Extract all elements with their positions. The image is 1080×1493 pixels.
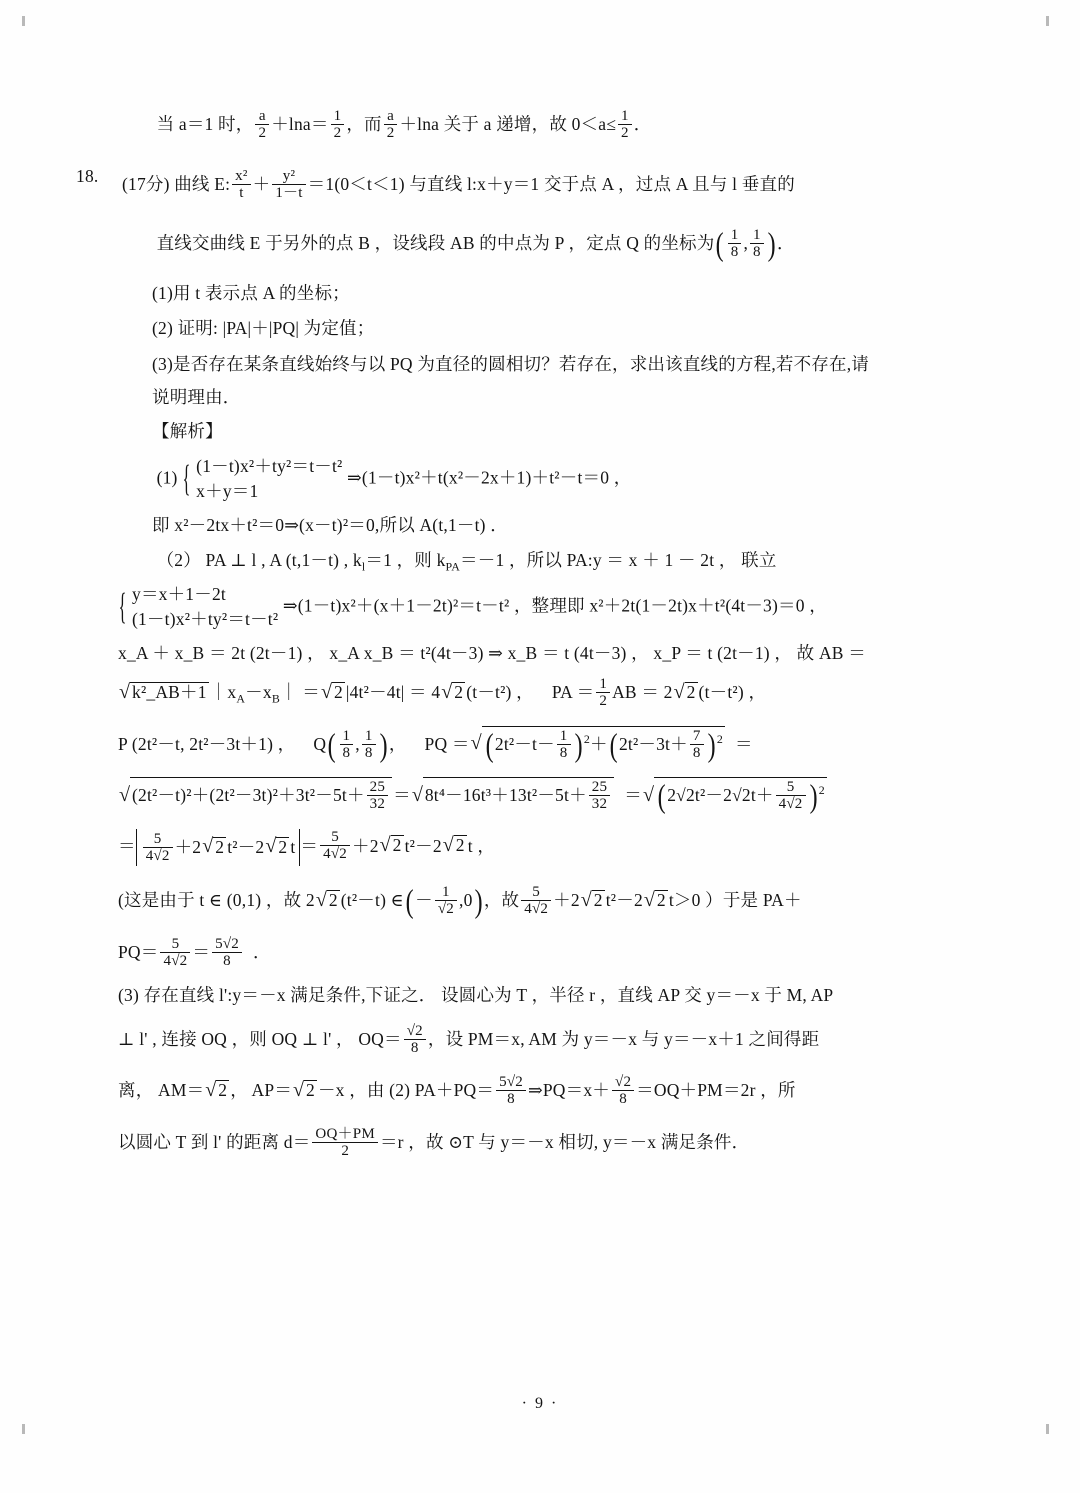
paren-open-3: ( (485, 726, 494, 764)
solution-2-text-4a: ｜x (209, 682, 237, 703)
carryover-text-1: 当 a＝1 时， (156, 114, 254, 135)
paren-close-3: ) (574, 726, 583, 764)
carryover-text-5: ． (633, 114, 652, 135)
sub-question-2-text: (2) 证明: |PA|＋|PQ| 为定值； (152, 318, 375, 338)
solution-2-text-8f: t²－2 (605, 890, 643, 911)
fraction-one-half-3: $\frac{1}{2}$ (596, 676, 610, 710)
exponent-2-a: 2 (583, 731, 590, 746)
fraction-25-over-32-b: $\frac{25}{32}$ (589, 779, 610, 813)
solution-2-text-9a: PQ＝ (118, 941, 159, 962)
question-18-sub-2 (118, 320, 966, 338)
fraction-one-eighth-5: $\frac{1}{8}$ (557, 728, 571, 762)
solution-2-text-8a: (这是由于 t ∈ (0,1) ，故 2 (118, 890, 315, 911)
solution-2-text-7d: t ， (467, 835, 496, 856)
carryover-text-3: ，而 (346, 114, 382, 135)
subscript-PA: PA (445, 559, 461, 574)
solution-3-text-2a: ⊥ l' , 连接 OQ ，则 OQ ⊥ l' ， OQ＝ (118, 1028, 402, 1049)
absolute-value-group: $\frac{5}{4√2}$ ＋2 √ 2 t²－2 √ 2 t (136, 829, 301, 867)
solution-2-line-7 (118, 829, 966, 867)
exponent-2-c: 2 (818, 783, 825, 798)
paren-open-4: ( (609, 726, 618, 764)
solution-3-text-2b: ，设 PM＝x, AM 为 y＝－x 与 y＝－x＋1 之间得距 (427, 1028, 820, 1049)
solution-2-line-6 (118, 777, 966, 816)
solution-2-line-8: (这是由于 t ∈ (0,1) ，故 2 √ 2 (t²－t) ∈(－ $\frac{1}{√2}$ ,0)，故 $\frac{5}{4√2}$ ＋2 √ 2 t²－2 √ 2 t＞0 ）于是 PA＋ (118, 883, 802, 921)
fraction-x2-over-t: $\frac{\text{x²}}{t}$ (232, 168, 250, 202)
solution-2-text-7b: ＋2 (352, 835, 379, 856)
solution-3-line-1 (118, 987, 966, 1005)
paren-open-5: ( (657, 778, 666, 816)
inner-expr-3: 2√2t²－2√2t＋ (667, 785, 774, 806)
solution-2-line-4 (118, 676, 966, 710)
sqrt-expanded-2: √ 8t⁴－16t³＋13t²－5t＋ $\frac{25}{32}$ (412, 777, 614, 813)
fraction-a-over-2: $\frac{a}{2}$ (255, 108, 269, 142)
fraction-5-over-4sqrt2-b: $\frac{5}{4√2}$ (143, 831, 173, 865)
equals-sign-3: ＝ (118, 835, 136, 856)
fraction-5-over-4sqrt2-e: $\frac{5}{4√2}$ (160, 936, 190, 970)
solution-2-text-5d: PQ ＝ (424, 733, 470, 754)
solution-2-text-3: x_A ＋ x_B ＝ 2t (2t－1) ， x_A x_B ＝ t²(4t－3) ⇒ x_B ＝ t (4t－3) ， x_P ＝ t (2t－1) ， 故 AB ＝ (118, 642, 866, 663)
system-eq-2-row-2: (1－t)x²＋ty²＝t－t² (132, 609, 279, 630)
sqrt-kab2-plus-1: √ k²_AB＋1 (119, 680, 207, 703)
sqrt-2-c: √ 2 (673, 680, 696, 703)
solution-2-text-9b: ＝ (192, 941, 211, 962)
fraction-5-over-4sqrt2-a: $\frac{5}{4√2}$ (776, 779, 806, 813)
solution-heading-text: 【解析】 (152, 420, 223, 441)
scan-edge-mark-left (22, 16, 25, 26)
sub-question-1-text: (1)用 t 表示点 A 的坐标； (152, 282, 350, 303)
sqrt-expanded-3: √ (2√2t²－2√2t＋ $\frac{5}{4√2}$ ) $^2$ (642, 778, 825, 816)
solution-3-line-3 (118, 1074, 966, 1108)
fraction-OQ-plus-PM-over-2: $\frac{OQ+PM}{2}$ (312, 1126, 378, 1160)
solution-3-line-2 (118, 1023, 966, 1057)
solution-2-text-4b: －x (245, 682, 272, 703)
subscript-B: B (271, 691, 280, 706)
question-18-text-e: ． (777, 233, 795, 254)
solution-2-text-5c: ， (388, 733, 407, 754)
solution-2-text-5e: ＝ (735, 733, 753, 754)
paren-close-2: ) (379, 726, 388, 764)
solution-2-text-5b: Q (313, 733, 327, 754)
subscript-A: A (236, 691, 246, 706)
paren-open-2: ( (327, 726, 336, 764)
carryover-text-2: ＋lna＝ (271, 114, 329, 135)
paren-close-6: ) (474, 883, 483, 921)
solution-1-text-2: 即 x²－2tx＋t²＝0⇒(x－t)²＝0,所以 A(t,1－t) ． (152, 514, 508, 535)
solution-2-line-2 (118, 582, 966, 633)
paren-close-1: ) (767, 226, 776, 264)
question-number-18: 18. (76, 165, 99, 186)
solution-2-text-7c: t²－2 (404, 835, 442, 856)
system-of-equations-1 (182, 454, 342, 505)
solution-2-text-8c: ,0 (459, 890, 473, 911)
sub-question-3-text: (3)是否存在某条直线始终与以 PQ 为直径的圆相切？若存在，求出该直线的方程,若不存在,请 (152, 353, 869, 374)
solution-2-text-9c: ． (253, 941, 271, 962)
fraction-one-eighth-3: $\frac{1}{8}$ (340, 728, 354, 762)
solution-2-text-4h: (t－t²) ， (698, 682, 767, 703)
paren-close-4: ) (707, 726, 716, 764)
question-18-text-d: 直线交曲线 E 于另外的点 B ，设线段 AB 的中点为 P ，定点 Q 的坐标为 (156, 233, 715, 254)
fraction-y2-over-1-minus-t: $\frac{\text{y²}}{1-t}$ (272, 168, 305, 202)
exponent-2-b: 2 (716, 731, 723, 746)
scan-edge-mark-bottom-right (1046, 1424, 1049, 1434)
pq-inner-1: 2t²－t－ (494, 733, 555, 754)
solution-3-text-4b: ＝r ，故 ⊙T 与 y＝－x 相切, y＝－x 满足条件． (379, 1131, 750, 1152)
fraction-5-over-4sqrt2-c: $\frac{5}{4√2}$ (320, 829, 350, 863)
equals-sign-1: ＝ (393, 785, 411, 806)
solution-2-text-1b: ＝1 ，则 k (365, 550, 446, 571)
question-18-line-2: 直线交曲线 E 于另外的点 B ，设线段 AB 的中点为 P ，定点 Q 的坐标为( $\frac{1}{8}$ , $\frac{1}{8}$ )． (156, 226, 795, 264)
question-18-text-b: ＋ (252, 173, 271, 194)
solution-3-text-3e: ＝OQ＋PM＝2r ，所 (636, 1080, 796, 1101)
sqrt-expanded-1: √ (2t²－t)²＋(2t²－3t)²＋3t²－5t＋ $\frac{25}{32}$ (119, 777, 392, 813)
solution-2-text-4c: ｜ ＝ (279, 682, 320, 703)
solution-2-after-system: ⇒(1－t)x²＋(x＋1－2t)²＝t－t² ，整理即 x²＋2t(1－2t)x＋t²(4t－3)＝0 ， (282, 595, 827, 616)
question-18-text-c: ＝1(0＜t＜1) 与直线 l:x＋y＝1 交于点 A ，过点 A 且与 l 垂直的 (307, 173, 795, 194)
system-of-equations-2 (118, 582, 278, 633)
fraction-sqrt2-over-8-b: $\frac{√2}{8}$ (612, 1074, 634, 1108)
sqrt-pq-expression: √ (2t²－t－ $\frac{1}{8}$ ) $^2$＋(2t²－3t＋ $\frac{7}{8}$ ) $^2$ (470, 726, 723, 764)
page-number-footer: · 9 · (521, 1395, 559, 1412)
fraction-one-half-2: $\frac{1}{2}$ (618, 108, 632, 142)
sqrt-2-g: √ 2 (442, 833, 465, 856)
carryover-line (118, 108, 966, 142)
sqrt-2-d: √ 2 (202, 835, 225, 858)
solution-3-text-3c: －x ，由 (2) PA＋PQ＝ (317, 1080, 495, 1101)
fraction-one-eighth-1: $\frac{1}{8}$ (728, 227, 742, 261)
solution-2-line-1 (118, 550, 966, 574)
fraction-5-over-4sqrt2-d: $\frac{5}{4√2}$ (521, 884, 551, 918)
solution-heading (118, 420, 966, 441)
sqrt-2-l: √ 2 (293, 1078, 315, 1101)
equals-sign-2: ＝ (624, 785, 642, 806)
solution-2-line-3 (118, 642, 966, 663)
fraction-a-over-2-b: $\frac{a}{2}$ (384, 108, 398, 142)
carryover-text-4: ＋lna 关于 a 递增，故 0＜a≤ (399, 114, 617, 135)
fraction-one-eighth-4: $\frac{1}{8}$ (362, 728, 376, 762)
pq-inner-2: 2t²－3t＋ (618, 733, 688, 754)
solution-3-text-3d: ⇒PQ＝x＋ (528, 1080, 610, 1101)
sqrt-2-k: √ 2 (205, 1078, 228, 1101)
fraction-25-over-32-a: $\frac{25}{32}$ (367, 779, 388, 813)
solution-3-text-3a: 离， AM＝ (118, 1080, 205, 1101)
question-18-sub-3 (118, 353, 966, 374)
fraction-5sqrt2-over-8-b: $\frac{5√2}{8}$ (496, 1074, 526, 1108)
solution-1-line-2 (118, 514, 966, 535)
subscript-l: l (361, 559, 366, 574)
solution-2-text-8d: ，故 (483, 890, 520, 911)
paren-close-5: ) (809, 778, 818, 816)
solution-2-text-4d: |4t²－4t| ＝ 4 (345, 682, 441, 703)
sqrt-2-i: √ 2 (580, 888, 603, 911)
question-18-text-a: (17分) 曲线 E: (122, 173, 231, 194)
solution-3-line-4 (118, 1126, 966, 1160)
solution-3-text-1: (3) 存在直线 l':y＝－x 满足条件,下证之． 设圆心为 T ，半径 r ，直线 AP 交 y＝－x 于 M, AP (118, 985, 834, 1005)
system-eq-1-row-2: x＋y＝1 (196, 481, 259, 502)
solution-3-text-4a: 以圆心 T 到 l' 的距离 d＝ (118, 1131, 311, 1152)
sqrt-2-e: √ 2 (265, 835, 288, 858)
sqrt-2-f: √ 2 (379, 833, 402, 856)
solution-2-text-4e: (t－t²) ， (466, 682, 534, 703)
sqrt-2-h: √ 2 (315, 888, 338, 911)
fraction-sqrt2-over-8-a: $\frac{√2}{8}$ (404, 1023, 426, 1057)
inner-expr-1: (2t²－t)²＋(2t²－3t)²＋3t²－5t＋ (132, 785, 365, 806)
document-body (76, 108, 966, 1177)
solution-2-text-4g: AB ＝ 2 (612, 682, 673, 703)
solution-2-text-1a: （2） PA ⊥ l , A (t,1－t) , k (156, 550, 362, 571)
inner-expr-2: 8t⁴－16t³＋13t²－5t＋ (424, 785, 587, 806)
solution-2-line-5: P (2t²－t, 2t²－3t＋1) ， Q( $\frac{1}{8}$ , $\frac{1}{8}$ )， PQ ＝ √ (2t²－t－ $\frac{1}{8}$ ) $^2$＋(2t²－3t＋ $\frac{7}{8}$ ) $^2$ ＝ (118, 726, 753, 764)
solution-2-text-8g: t＞0 ）于是 PA＋ (668, 890, 802, 911)
system-eq-2-row-1: { y＝x＋1－2t (132, 583, 226, 604)
sub-question-3-text-cont: 说明理由． (152, 387, 241, 407)
question-18-sub-3-cont (118, 389, 966, 407)
solution-2-text-5a: P (2t²－t, 2t²－3t＋1) ， (118, 733, 296, 754)
sqrt-2-b: √ 2 (441, 680, 464, 703)
fraction-seven-eighths: $\frac{7}{8}$ (690, 728, 704, 762)
fraction-one-eighth-2: $\frac{1}{8}$ (750, 227, 764, 261)
sqrt-2-a: √ 2 (320, 680, 343, 703)
solution-1-label: (1) (156, 467, 178, 488)
fraction-one-half-1: $\frac{1}{2}$ (331, 108, 345, 142)
solution-1-after-system: ⇒(1－t)x²＋t(x²－2x＋1)＋t²－t＝0 ， (347, 467, 632, 488)
solution-2-text-8b: (t²－t) ∈ (340, 890, 404, 911)
system-eq-1-row-1: { (1－t)x²＋ty²＝t－t² (196, 456, 343, 476)
fraction-1-over-sqrt2: $\frac{1}{√2}$ (435, 884, 457, 918)
question-18-line-1 (76, 165, 966, 202)
fraction-5sqrt2-over-8-a: $\frac{5√2}{8}$ (212, 936, 242, 970)
scan-edge-mark-bottom-left (22, 1424, 25, 1434)
paren-open-1: ( (716, 226, 725, 264)
solution-2-text-8e: ＋2 (553, 890, 580, 911)
solution-2-text-4f: PA ＝ (551, 682, 595, 703)
sqrt-2-j: √ 2 (643, 888, 666, 911)
solution-1-line-1 (118, 454, 966, 505)
scan-edge-mark-right (1046, 16, 1049, 26)
paren-open-6: ( (405, 883, 414, 921)
solution-3-text-3b: ， AP＝ (230, 1080, 293, 1101)
solution-2-text-1c: ＝－1 ，所以 PA:y ＝ x ＋ 1 － 2t ， 联立 (460, 550, 777, 571)
equals-sign-4: ＝ (300, 835, 319, 856)
solution-2-line-9 (118, 936, 966, 970)
question-18-sub-1 (118, 282, 966, 303)
